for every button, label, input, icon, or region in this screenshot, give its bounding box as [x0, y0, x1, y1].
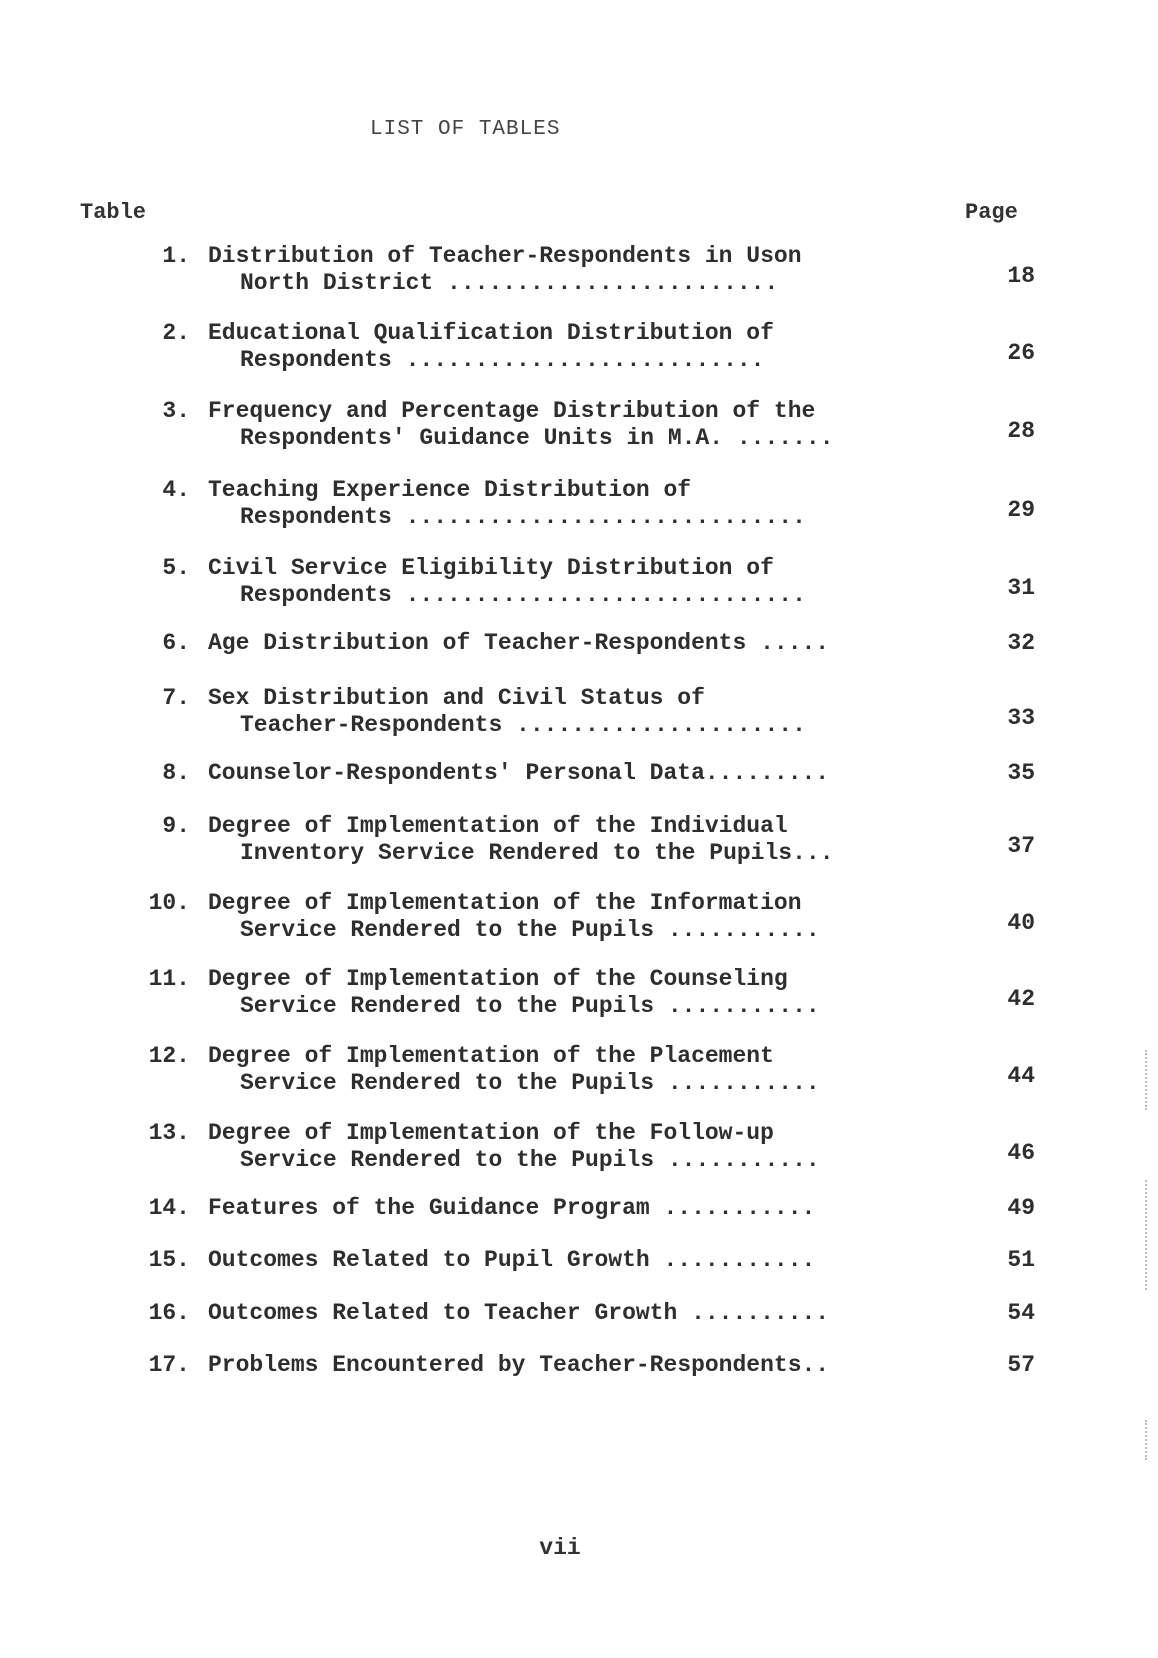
table-entry-title: Civil Service Eligibility Distribution of	[208, 555, 774, 581]
table-entry-number: 9.	[162, 813, 190, 839]
table-entry-title: Degree of Implementation of the Individual	[208, 813, 788, 839]
page-title: LIST OF TABLES	[370, 118, 561, 141]
table-entry-title: Outcomes Related to Pupil Growth ...........	[208, 1247, 816, 1273]
table-entry-title-continued: Inventory Service Rendered to the Pupils...	[240, 840, 834, 866]
table-entry-number: 13.	[148, 1120, 190, 1146]
table-entry-page: 37	[1007, 833, 1035, 859]
table-entry-page: 31	[1007, 575, 1035, 601]
table-entry-number: 10.	[148, 890, 190, 916]
table-entry-title-continued: Teacher-Respondents .....................	[240, 712, 806, 738]
table-entry-number: 4.	[162, 477, 190, 503]
table-entry-page: 33	[1007, 705, 1035, 731]
table-entry-page: 51	[1007, 1247, 1035, 1273]
table-entry-title-continued: Service Rendered to the Pupils ...........	[240, 993, 820, 1019]
table-entry-title: Outcomes Related to Teacher Growth ..........	[208, 1300, 830, 1326]
table-entry-page: 42	[1007, 986, 1035, 1012]
table-entry-number: 11.	[148, 966, 190, 992]
table-entry-page: 46	[1007, 1140, 1035, 1166]
table-entry-number: 17.	[148, 1352, 190, 1378]
table-entry-title-continued: Service Rendered to the Pupils ...........	[240, 1070, 820, 1096]
table-entry-title-continued: North District ........................	[240, 270, 779, 296]
table-entry-number: 5.	[162, 555, 190, 581]
table-entry-title: Counselor-Respondents' Personal Data.........	[208, 760, 830, 786]
table-entry-page: 40	[1007, 910, 1035, 936]
table-entry-title: Features of the Guidance Program ...........	[208, 1195, 816, 1221]
table-entry-page: 54	[1007, 1300, 1035, 1326]
table-entry-page: 35	[1007, 760, 1035, 786]
table-entry-number: 15.	[148, 1247, 190, 1273]
table-entry-title: Degree of Implementation of the Counseling	[208, 966, 788, 992]
table-entry-page: 18	[1007, 263, 1035, 289]
table-entry-title-continued: Respondents .............................	[240, 504, 806, 530]
table-entry-number: 2.	[162, 320, 190, 346]
table-entry-title: Age Distribution of Teacher-Respondents .....	[208, 630, 830, 656]
margin-mark	[1145, 1180, 1149, 1290]
table-column-header: Table	[80, 200, 147, 225]
table-entry-title-continued: Service Rendered to the Pupils ...........	[240, 1147, 820, 1173]
table-entry-number: 7.	[162, 685, 190, 711]
margin-mark	[1145, 1420, 1149, 1460]
page-column-header: Page	[965, 200, 1018, 225]
table-entry-title-continued: Respondents' Guidance Units in M.A. .......	[240, 425, 834, 451]
page-number: vii	[539, 1535, 581, 1561]
margin-mark	[1145, 1050, 1149, 1110]
table-entry-page: 32	[1007, 630, 1035, 656]
table-entry-page: 26	[1007, 340, 1035, 366]
table-entry-title: Degree of Implementation of the Placement	[208, 1043, 774, 1069]
table-entry-page: 57	[1007, 1352, 1035, 1378]
table-entry-title: Educational Qualification Distribution of	[208, 320, 774, 346]
table-entry-title: Degree of Implementation of the Information	[208, 890, 802, 916]
table-entry-title: Teaching Experience Distribution of	[208, 477, 692, 503]
table-entry-title: Problems Encountered by Teacher-Respondents..	[208, 1352, 830, 1378]
table-entry-number: 6.	[162, 630, 190, 656]
table-entry-title-continued: Respondents .............................	[240, 582, 806, 608]
table-entry-number: 12.	[148, 1043, 190, 1069]
table-entry-page: 29	[1007, 497, 1035, 523]
table-entry-number: 1.	[162, 243, 190, 269]
table-entry-number: 3.	[162, 398, 190, 424]
table-entry-title-continued: Service Rendered to the Pupils ...........	[240, 917, 820, 943]
table-entry-title: Sex Distribution and Civil Status of	[208, 685, 705, 711]
table-entry-page: 28	[1007, 418, 1035, 444]
table-entry-title: Frequency and Percentage Distribution of the	[208, 398, 816, 424]
table-entry-number: 14.	[148, 1195, 190, 1221]
table-entry-page: 49	[1007, 1195, 1035, 1221]
table-entry-number: 16.	[148, 1300, 190, 1326]
table-entry-title-continued: Respondents ..........................	[240, 347, 765, 373]
table-entry-title: Distribution of Teacher-Respondents in Uson	[208, 243, 802, 269]
table-entry-title: Degree of Implementation of the Follow-up	[208, 1120, 774, 1146]
table-entry-page: 44	[1007, 1063, 1035, 1089]
table-entry-number: 8.	[162, 760, 190, 786]
